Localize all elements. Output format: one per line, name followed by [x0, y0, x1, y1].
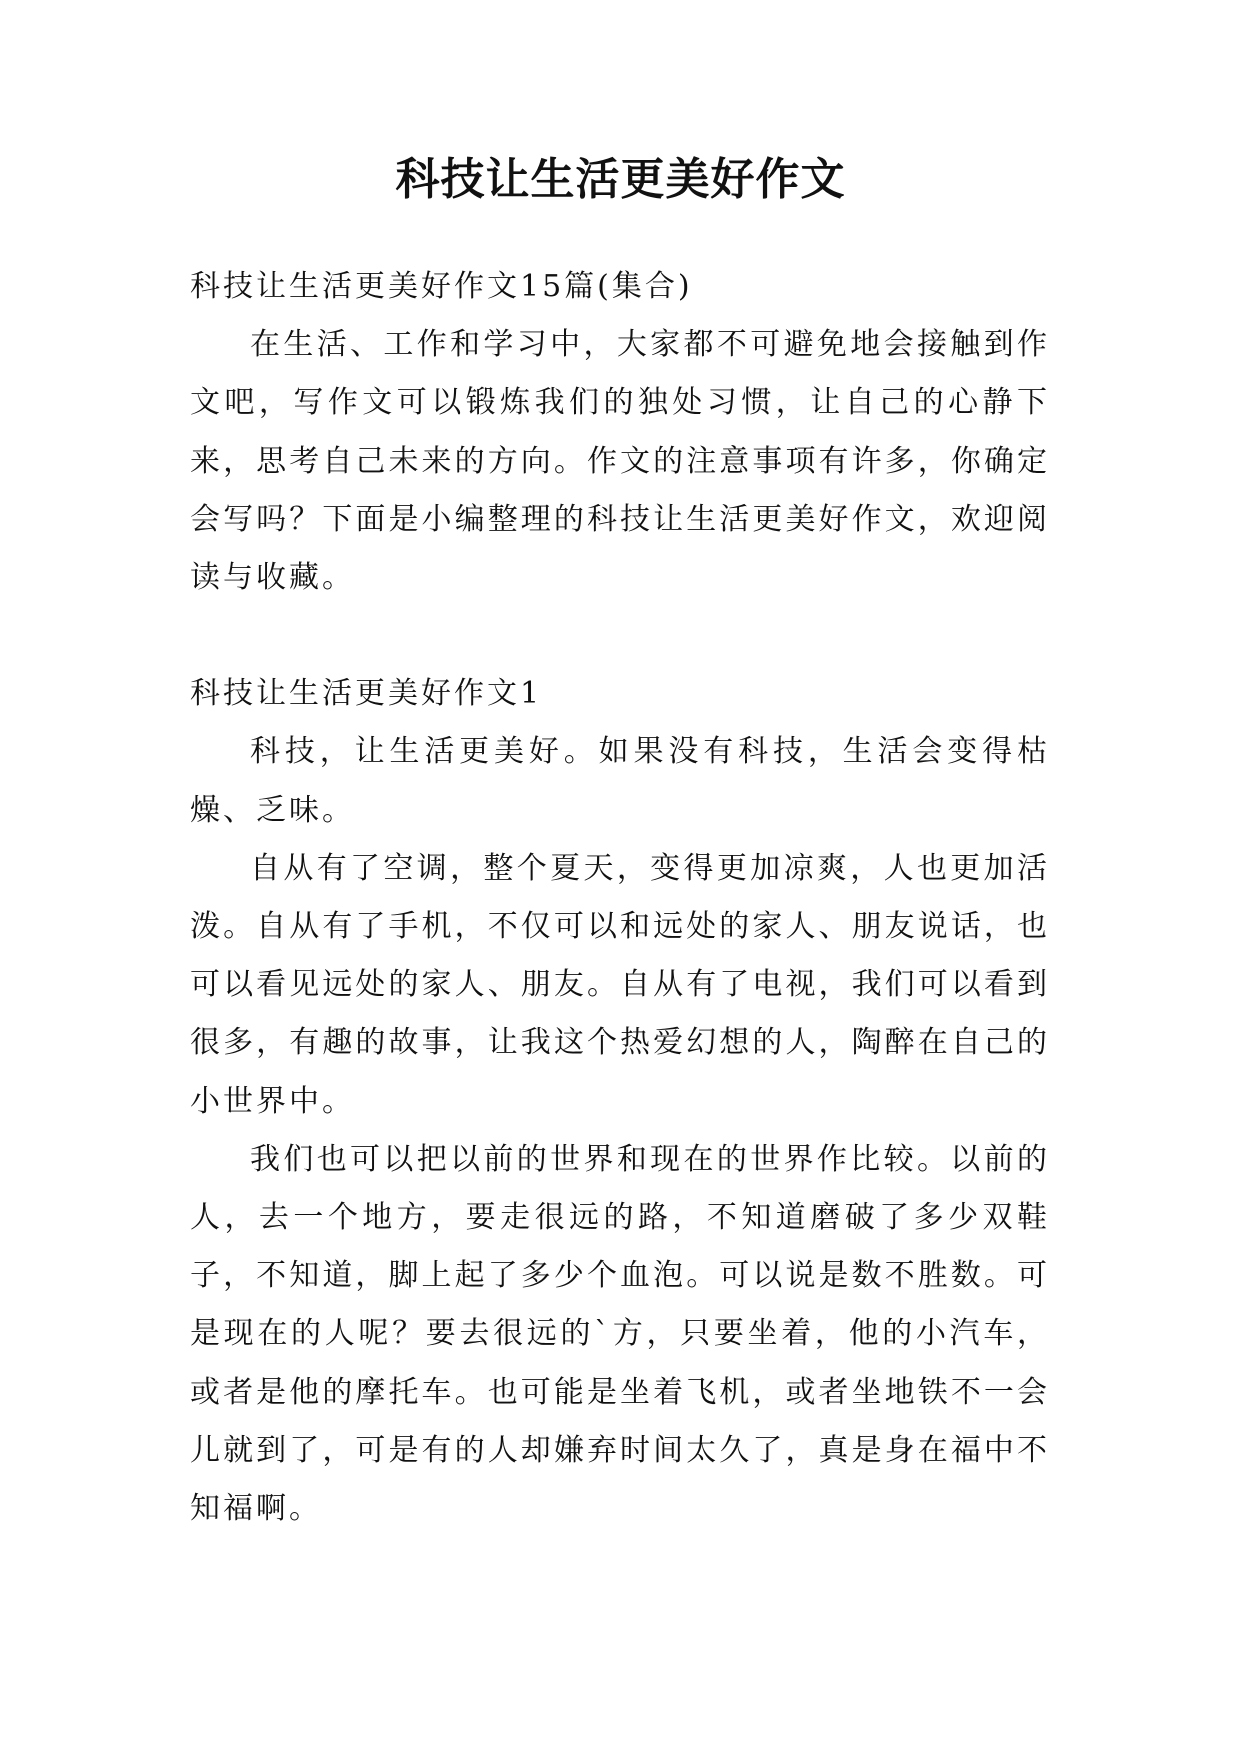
body-paragraph: 自从有了空调，整个夏天，变得更加凉爽，人也更加活泼。自从有了手机，不仅可以和远处的家人、朋友说话，也可以看见远处的家人、朋友。自从有了电视，我们可以看到很多，有趣的故事，让我这个热爱幻想的人，陶醉在自己的小世界中。: [190, 850, 1050, 1119]
page-title: 科技让生活更美好作文: [395, 154, 846, 205]
body-paragraph: 科技，让生活更美好。如果没有科技，生活会变得枯燥、乏味。: [190, 734, 1050, 828]
body-paragraph: 我们也可以把以前的世界和现在的世界作比较。以前的人，去一个地方，要走很远的路，不知道磨破了多少双鞋子，不知道，脚上起了多少个血泡。可以说是数不胜数。可是现在的人呢？要去很远的`方，只要坐着，他的小汽车，或者是他的摩托车。也可能是坐着飞机，或者坐地铁不一会儿就到了，可是有的人却嫌弃时间太久了，真是身在福中不知福啊。: [190, 1141, 1050, 1527]
document-body: [190, 258, 1050, 1538]
intro-paragraph: 在生活、工作和学习中，大家都不可避免地会接触到作文吧，写作文可以锻炼我们的独处习惯，让自己的心静下来，思考自己未来的方向。作文的注意事项有许多，你确定会写吗？下面是小编整理的科技让生活更美好作文，欢迎阅读与收藏。: [190, 327, 1050, 596]
document-subtitle: 科技让生活更美好作文15篇(集合): [190, 269, 693, 304]
section-heading: 科技让生活更美好作文1: [190, 676, 543, 712]
